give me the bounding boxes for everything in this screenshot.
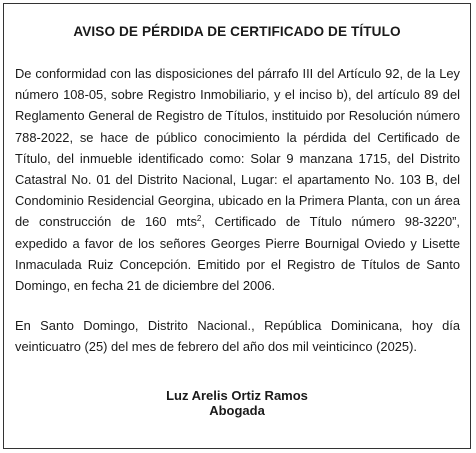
notice-title: AVISO DE PÉRDIDA DE CERTIFICADO DE TÍTULO — [73, 24, 401, 39]
signer-name: Luz Arelis Ortiz Ramos — [166, 388, 308, 403]
area-unit-superscript: 2 — [196, 214, 202, 224]
paragraph-main-text-a: De conformidad con las disposiciones del párrafo III del Artículo 92, de la Ley número 108-05, sobre Registro Inmobiliario, y el inciso b), del artículo 89 del Reglamento General de Registro de Títulos, instituido por Resolución número 788-2022, se hace de público conocimiento la pérdida del Certificado de Título, del inmueble identificado como: Solar 9 manzana 1715, del Distrito Catastral No. 01 del Distrito Nacional, Lugar: el apartamento No. 103 B, del Condominio Residencial Georgina, ubicado en la Primera Planta, con un área de construcción de 160 mts — [15, 66, 460, 230]
legal-notice — [3, 3, 471, 449]
notice-paragraph-main — [15, 63, 460, 296]
notice-paragraph-date: En Santo Domingo, Distrito Nacional., República Dominicana, hoy día veinticuatro (25) del mes de febrero del año dos mil veinticinco (2025). — [15, 318, 460, 355]
signer-title: Abogada — [209, 402, 265, 418]
signature-block — [4, 389, 470, 418]
paragraph-main-text-b: , Certificado de Título número 98-3220”, expedido a favor de los señores Georges Pierre Bournigal Oviedo y Lisette Inmaculada Ruiz Concepción. Emitido por el Registro de Títulos de Santo Domingo, en fecha 21 de diciembre del 2006. — [15, 214, 460, 294]
